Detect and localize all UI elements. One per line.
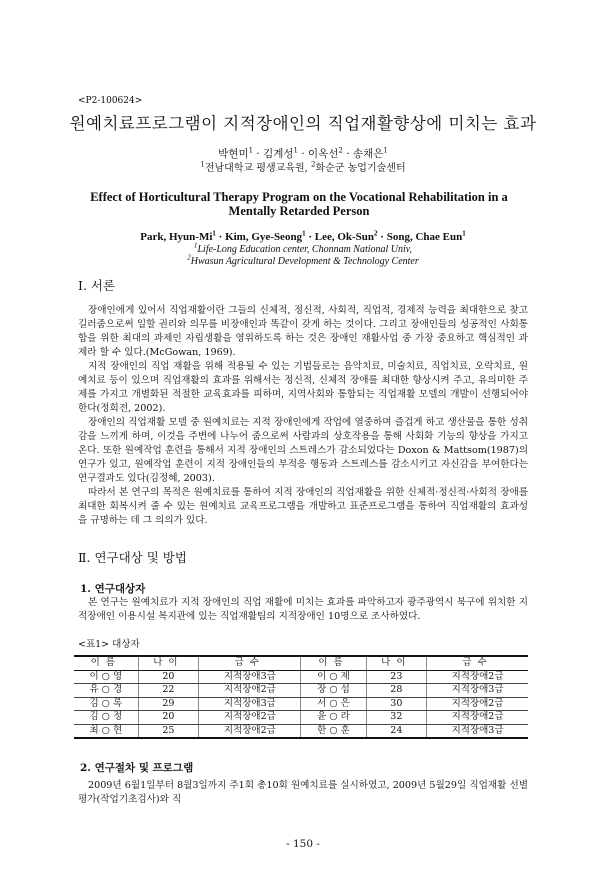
affiliation-mark: 2 [187,253,191,262]
introduction-body [78,304,528,528]
table-cell: 지적장애2급 [199,724,301,738]
author: 김계성 [263,148,294,160]
table-cell: 김 ○ 정 [74,711,138,725]
subsection-heading-procedure: 2. 연구절차 및 프로그램 [80,762,194,774]
paragraph: 따라서 본 연구의 목적은 원예치료를 통하여 지적 장애인의 직업재활을 위한 신체적·정신적·사회적 장애를 최대한 회복시켜 줄 수 있는 원예치료 교육프로그램을 개발하고 표준프로그램을 통하여 직업재활의 효과성을 규명하는 데 그 의의가 있다. [78,487,528,526]
affiliations-korean [0,162,600,176]
page-number: - 150 - [286,838,320,850]
table-cell: 이 ○ 제 [301,670,366,684]
column-header: 나이 [366,656,427,670]
table-cell: 지적장애3급 [427,684,528,698]
table-cell: 서 ○ 은 [301,697,366,711]
table-cell: 지적장애2급 [427,670,528,684]
table-cell: 지적장애3급 [427,724,528,738]
procedure-body [78,779,528,807]
paragraph: 장애인의 직업재활 모델 중 원예치료는 지적 장애인에게 작업에 열중하며 즐겁게 하고 생산물을 통한 성취감을 느끼게 하며, 이것을 주변에 나누어 줌으로써 사람과의 상호작용을 통해 사회화 기능의 향상을 가지고 온다. 또한 원예작업 훈련을 통해서 지적 장애인의 스트레스가 감소되었다는 Doxon & Mattsom(1987)의 연구가 있고, 원예작업 훈련이 지적 장애인들의 부적응 행동과 스트레스를 감소시키고 자신감을 부여한다는 연구결과도 있다(김정혜, 2003). [78,417,528,484]
affiliation-mark: 1 [462,229,466,238]
table-cell: 김 ○ 록 [74,697,138,711]
column-header: 나이 [138,656,199,670]
table-cell: 윤 ○ 라 [301,711,366,725]
affiliation-mark: 1 [248,146,254,155]
column-header: 이름 [301,656,366,670]
table-cell: 유 ○ 경 [74,684,138,698]
affiliation-mark: 2 [374,229,378,238]
table-caption: <표1> 대상자 [78,639,140,650]
column-header: 급수 [427,656,528,670]
table-cell: 지적장애3급 [199,670,301,684]
section-heading-introduction: Ⅰ. 서론 [78,278,116,293]
affiliation-mark: 1 [200,160,205,169]
author: Song, Chae Eun [386,231,463,243]
affiliation: Life-Long Education center, Chonnam National Univ, [197,244,413,255]
author: 박현미 [218,148,249,160]
table-cell: 장 ○ 섭 [301,684,366,698]
table-cell: 지적장애2급 [427,697,528,711]
column-header: 이름 [74,656,138,670]
table-cell: 지적장애2급 [427,711,528,725]
author: Lee, Ok-Sun [314,231,375,243]
author: Kim, Gye-Seong [225,231,303,243]
table-row [74,670,528,684]
paragraph: 2009년 6월1일부터 8월3일까지 주1회 총10회 원예치료를 실시하였고, 2009년 5월29일 직업재활 선별평가(작업기초검사)와 직 [78,780,528,805]
table-cell: 25 [138,724,199,738]
table-cell: 30 [366,697,427,711]
authors-korean: 박현미$^1$ · 김계성$^1$ · 이옥선$^2$ · 송채은$^1$ [218,146,388,160]
affiliation-mark: 2 [338,146,343,155]
affiliation-mark: 1 [302,229,306,238]
affiliation-mark: 1 [212,229,216,238]
subjects-body [78,596,528,624]
paper-title-korean: 원예치료프로그램이 지적장애인의 직업재활향상에 미치는 효과 [69,114,537,133]
affiliation-mark: 1 [293,146,298,155]
affiliation-mark: 2 [311,160,316,169]
affiliation-mark: 1 [193,241,198,250]
affiliation: 화순군 농업기술센터 [315,163,406,174]
affiliation: Hwasun Agricultural Development & Technology Center [190,256,419,267]
title-line: Mentally Retarded Person [228,204,370,218]
subjects-table [74,655,528,739]
table-cell: 지적장애2급 [199,711,301,725]
table-row [74,711,528,725]
paragraph: 본 연구는 원예치료가 지적 장애인의 직업 재활에 미치는 효과를 파악하고자 광주광역시 북구에 위치한 지적장애인 이용시설 복지관에 있는 직업재활팀의 지적장애인 10명으로 조사하였다. [78,597,528,622]
author: 송채은 [352,148,384,160]
table-cell: 최 ○ 현 [89,724,123,736]
table-cell: 32 [366,711,427,725]
table-cell: 20 [138,670,199,684]
affiliations-english [0,241,600,268]
column-header: 급수 [199,656,301,670]
table-cell: 이 ○ 영 [74,670,138,684]
table-row [74,724,528,738]
table-cell: 지적장애3급 [199,697,301,711]
author: Park, Hyun-Mi [140,231,213,243]
title-line: Effect of Horticultural Therapy Program on the Vocational Rehabilitation in a [90,190,508,204]
table-cell: 28 [366,684,427,698]
affiliation-mark: 1 [383,146,388,155]
paragraph: 장애인에게 있어서 직업재활이란 그들의 신체적, 정신적, 사회적, 직업적, 경제적 능력을 최대한으로 찾고 길러줌으로써 일할 권리와 의무를 비장애인과 똑같이 갖게 하는 것이다. 그리고 장애인들의 성공적인 사회통합을 위한 최대의 과제인 자립생활을 영위하도록 하는 것은 장애인 재활사업 중 가장 중요하고 핵심적인 과제라 할 수 있다.(McGowan, 1969). [78,305,528,358]
table-cell: 24 [366,724,427,738]
paragraph: 지적 장애인의 직업 재활을 위해 적용될 수 있는 기법들로는 음악치료, 미술치료, 직업치료, 오락치료, 원예치료 등이 있으며 직업재활의 효과를 위해서는 정신적, 신체적 장애를 최대한 향상시켜 주고, 유의미한 주제를 가지고 개별화된 적절한 교육효과를 피하며, 지역사회와 통합되는 직업재활 모델의 개발이 선행되어야 한다(정희전, 2002). [78,361,528,414]
table-row [74,697,528,711]
paper-code: <P2-100624> [78,96,143,106]
table-cell: 20 [138,711,199,725]
affiliation: 전남대학교 평생교육원, [204,163,308,174]
paper-title-english [0,190,598,218]
table-cell: 29 [138,697,199,711]
table-cell: 22 [138,684,199,698]
subsection-heading-subjects: 1. 연구대상자 [80,583,146,595]
authors-english: Park, Hyun-$Mi^1$ · Kim, Gye-Seong$^1$ · Lee, Ok-Sun$^2$ · Song, Chae Eun$^1$ [140,229,466,243]
table-row [74,684,528,698]
section-heading-methods: Ⅱ. 연구대상 및 방법 [78,550,187,565]
author: 이옥선 [308,148,339,160]
table-header-row [74,656,528,670]
table-cell: 지적장애2급 [199,684,301,698]
table-cell: 23 [366,670,427,684]
table-cell: 한 ○ 훈 [301,724,366,738]
